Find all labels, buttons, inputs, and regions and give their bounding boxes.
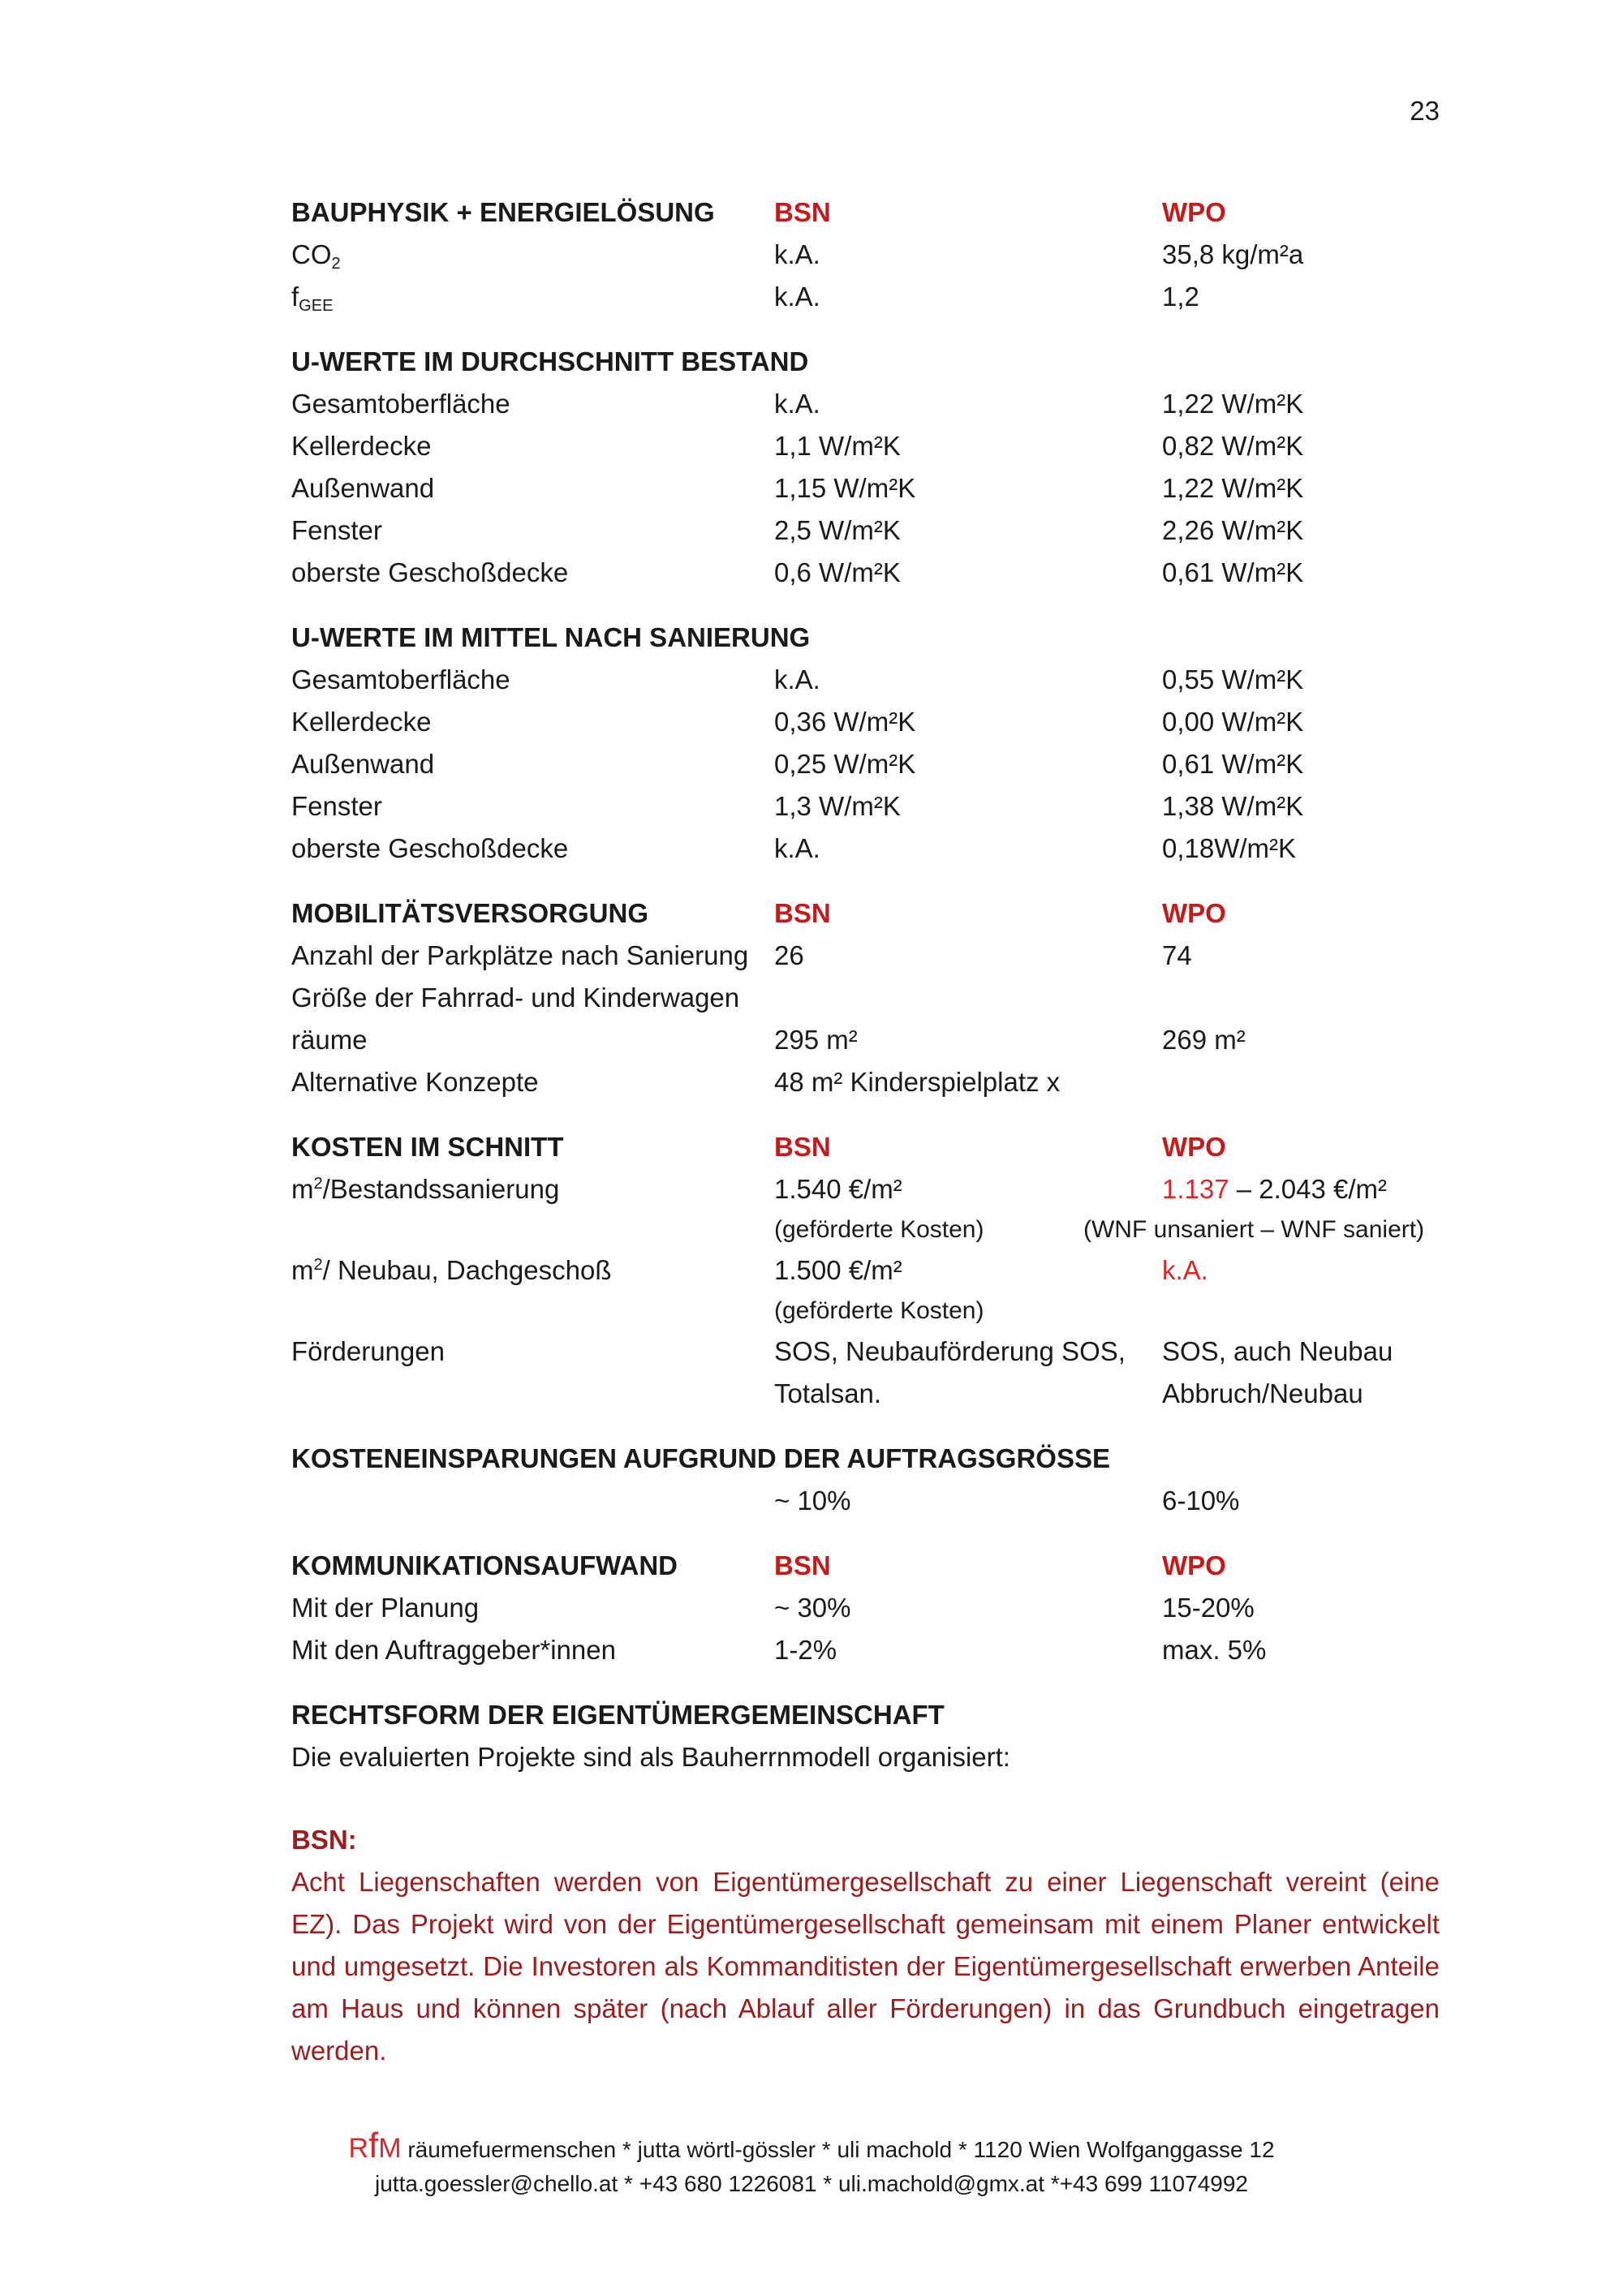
wpo-value: 0,18W/m²K — [1162, 833, 1297, 863]
bsn-value: SOS, Neubauförderung SOS, — [774, 1336, 1126, 1366]
column-header-bsn: BSN — [774, 1132, 831, 1162]
table-row-note — [291, 1292, 1440, 1331]
row-label: Außenwand — [291, 473, 435, 503]
bsn-value: 0,36 W/m²K — [774, 707, 916, 737]
table-row — [291, 552, 1440, 594]
wpo-value: SOS, auch Neubau — [1162, 1336, 1393, 1366]
section-heading-row — [291, 191, 1440, 234]
table-row — [291, 743, 1440, 785]
row-label: Gesamtoberfläche — [291, 664, 510, 694]
table-row — [291, 1587, 1440, 1629]
wpo-value: 6-10% — [1162, 1486, 1240, 1516]
rfm-logo: RfM — [348, 2126, 402, 2165]
footer-address: räumefuermenschen * jutta wörtl-gössler * uli machold * 1120 Wien Wolfganggasse 12 — [401, 2137, 1275, 2162]
table-row — [291, 1061, 1440, 1103]
bsn-value: 1,1 W/m²K — [774, 431, 901, 461]
bsn-value: k.A. — [774, 664, 820, 694]
wpo-value: Abbruch/Neubau — [1162, 1378, 1363, 1408]
section-heading: MOBILITÄTSVERSORGUNG — [291, 898, 649, 928]
bsn-value: k.A. — [774, 833, 820, 863]
table-row — [291, 1249, 1440, 1292]
page-number: 23 — [1410, 96, 1440, 126]
section-heading: U-WERTE IM MITTEL NACH SANIERUNG — [291, 622, 811, 652]
table-row — [291, 1480, 1440, 1522]
table-row — [291, 425, 1440, 467]
row-label: Mit den Auftraggeber*innen — [291, 1635, 616, 1665]
bsn-value: 48 m² Kinderspielplatz x — [774, 1067, 1061, 1097]
table-row — [291, 276, 1440, 318]
wpo-value: 1.137 – 2.043 €/m² — [1162, 1174, 1388, 1204]
bsn-heading-row — [291, 1819, 1440, 1861]
wpo-value: 0,00 W/m²K — [1162, 707, 1304, 737]
table-row — [291, 1019, 1440, 1061]
section-heading-row — [291, 341, 1440, 383]
table-row — [291, 977, 1440, 1019]
row-label: Gesamtoberfläche — [291, 389, 510, 419]
bsn-value: k.A. — [774, 282, 820, 312]
column-header-bsn: BSN — [774, 197, 831, 227]
table-row — [291, 510, 1440, 552]
table-row-note — [291, 1210, 1440, 1249]
bsn-value: ~ 10% — [774, 1486, 851, 1516]
row-label: Förderungen — [291, 1336, 445, 1366]
table-row — [291, 659, 1440, 701]
row-label: oberste Geschoßdecke — [291, 833, 569, 863]
bsn-value: 1,3 W/m²K — [774, 791, 901, 821]
row-label: Fenster — [291, 515, 382, 545]
table-row — [291, 935, 1440, 977]
row-label: oberste Geschoßdecke — [291, 557, 569, 587]
row-label: Fenster — [291, 791, 382, 821]
row-label: $CO_2$ — [291, 239, 341, 273]
bsn-value: 1,15 W/m²K — [774, 473, 916, 503]
column-header-wpo: WPO — [1162, 898, 1226, 928]
wpo-value: 0,61 W/m²K — [1162, 749, 1304, 779]
bsn-value: 1-2% — [774, 1635, 837, 1665]
table-row — [291, 828, 1440, 870]
bsn-heading: BSN: — [291, 1825, 357, 1855]
wpo-value: 35,8 kg/m²a — [1162, 239, 1304, 269]
wpo-note: (WNF unsaniert – WNF saniert) — [1083, 1216, 1425, 1243]
wpo-value: 269 m² — [1162, 1025, 1246, 1055]
section-heading: KOMMUNIKATIONSAUFWAND — [291, 1550, 678, 1580]
table-row — [291, 1629, 1440, 1671]
bsn-value: 295 m² — [774, 1025, 858, 1055]
table-row — [291, 383, 1440, 425]
table-row — [291, 701, 1440, 743]
column-header-bsn: BSN — [774, 1550, 831, 1580]
column-header-wpo: WPO — [1162, 197, 1226, 227]
row-label: Kellerdecke — [291, 707, 432, 737]
column-header-wpo: WPO — [1162, 1550, 1226, 1580]
document-body — [291, 191, 1440, 2072]
bsn-value: k.A. — [774, 239, 820, 269]
section-heading: U-WERTE IM DURCHSCHNITT BESTAND — [291, 346, 809, 376]
wpo-value: 2,26 W/m²K — [1162, 515, 1304, 545]
bsn-note: (geförderte Kosten) — [774, 1216, 984, 1243]
section-heading-row — [291, 1545, 1440, 1587]
bsn-value: 0,6 W/m²K — [774, 557, 901, 587]
wpo-value: 1,38 W/m²K — [1162, 791, 1304, 821]
bsn-value: 1.500 €/m² — [774, 1255, 902, 1285]
table-row — [291, 785, 1440, 828]
wpo-value: k.A. — [1162, 1255, 1208, 1285]
bsn-value: k.A. — [774, 389, 820, 419]
table-row — [291, 467, 1440, 510]
bsn-value: 2,5 W/m²K — [774, 515, 901, 545]
section-heading: KOSTEN IM SCHNITT — [291, 1132, 564, 1162]
row-label: räume — [291, 1025, 368, 1055]
wpo-value: 74 — [1162, 940, 1192, 970]
row-label: Anzahl der Parkplätze nach Sanierung — [291, 940, 749, 970]
wpo-value: 1,22 W/m²K — [1162, 389, 1304, 419]
section-heading-row — [291, 892, 1440, 935]
table-row — [291, 234, 1440, 276]
section-heading: RECHTSFORM DER EIGENTÜMERGEMEINSCHAFT — [291, 1700, 945, 1730]
section-heading: BAUPHYSIK + ENERGIELÖSUNG — [291, 197, 715, 227]
wpo-value: 1,2 — [1162, 282, 1199, 312]
row-label: Alternative Konzepte — [291, 1067, 539, 1097]
table-row — [291, 1331, 1440, 1373]
row-label: Mit der Planung — [291, 1593, 480, 1623]
bsn-note: (geförderte Kosten) — [774, 1297, 984, 1324]
bsn-paragraph: Acht Liegenschaften werden von Eigentümergesellschaft zu einer Liegenschaft vereint (eine EZ). Das Projekt wird von der Eigentümergesellschaft gemeinsam mit einem Planer entwickelt und umgesetzt. Die Investoren als Kommanditisten der Eigentümergesellschaft erwerben Anteile am Haus und können später (nach Ablauf aller Förderungen) in das Grundbuch eingetragen werden. — [291, 1867, 1440, 2066]
row-label: $m^2/$ Neubau, Dachgeschoß — [291, 1255, 612, 1285]
wpo-value: 1,22 W/m²K — [1162, 473, 1304, 503]
intro-text: Die evaluierten Projekte sind als Bauherrnmodell organisiert: — [291, 1742, 1010, 1772]
wpo-value: 15-20% — [1162, 1593, 1255, 1623]
bsn-value: ~ 30% — [774, 1593, 851, 1623]
bsn-value: Totalsan. — [774, 1378, 882, 1408]
paragraph-line — [291, 1736, 1440, 1778]
wpo-value: 0,82 W/m²K — [1162, 431, 1304, 461]
wpo-value: 0,55 W/m²K — [1162, 664, 1304, 694]
section-heading-row — [291, 1126, 1440, 1168]
section-heading-row — [291, 1438, 1440, 1480]
section-heading-row — [291, 1694, 1440, 1736]
table-row — [291, 1373, 1440, 1415]
footer-line-2: jutta.goessler@chello.at * +43 680 1226081 * uli.machold@gmx.at *+43 699 11074992 — [375, 2171, 1248, 2196]
row-label: $m^2$/Bestandssanierung — [291, 1174, 560, 1204]
table-row — [291, 1168, 1440, 1210]
section-heading-row — [291, 617, 1440, 659]
column-header-bsn: BSN — [774, 898, 831, 928]
bsn-value: 1.540 €/m² — [774, 1174, 902, 1204]
bsn-value: 26 — [774, 940, 804, 970]
row-label: Kellerdecke — [291, 431, 432, 461]
bsn-value: 0,25 W/m²K — [774, 749, 916, 779]
column-header-wpo: WPO — [1162, 1132, 1226, 1162]
row-label: Größe der Fahrrad- und Kinderwagen — [291, 982, 740, 1013]
row-label: $f_{GEE}$ — [291, 282, 334, 315]
section-heading: KOSTENEINSPARUNGEN AUFGRUND DER AUFTRAGSGRÖSSE — [291, 1443, 1110, 1473]
footer-line-1 — [0, 2126, 1623, 2166]
wpo-value: max. 5% — [1162, 1635, 1267, 1665]
row-label: Außenwand — [291, 749, 435, 779]
wpo-value: 0,61 W/m²K — [1162, 557, 1304, 587]
